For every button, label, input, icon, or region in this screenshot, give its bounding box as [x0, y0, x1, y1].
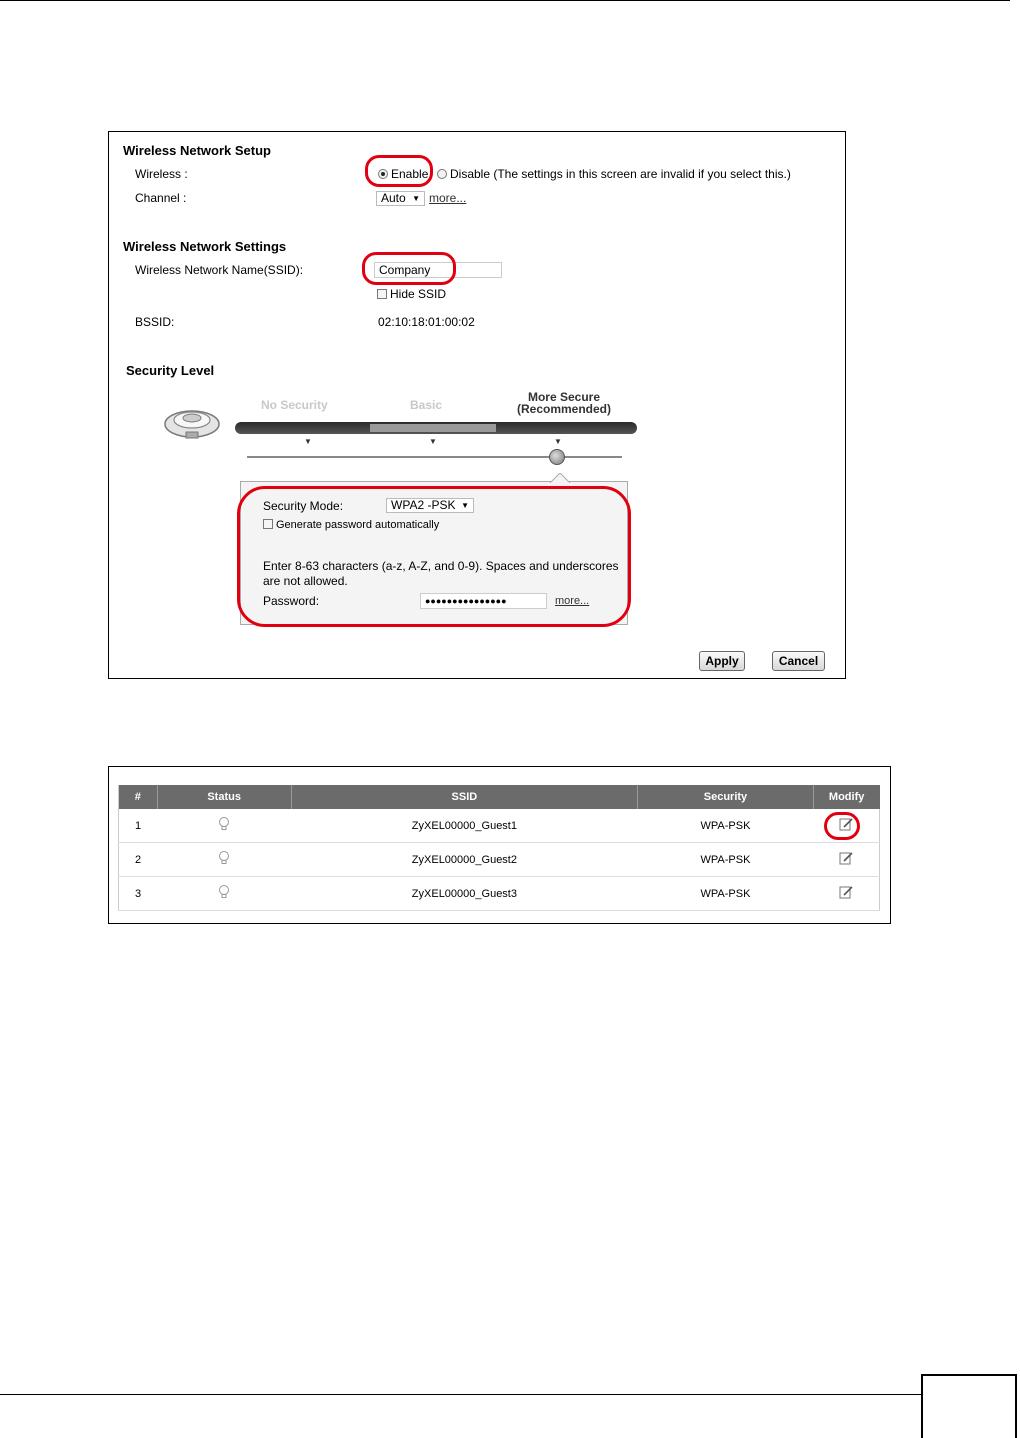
page-number-box — [921, 1374, 1017, 1438]
row-security: WPA-PSK — [638, 843, 814, 877]
wireless-label: Wireless : — [135, 167, 188, 181]
row-security: WPA-PSK — [638, 809, 814, 843]
modify-cell[interactable] — [813, 877, 879, 911]
row-ssid: ZyXEL00000_Guest3 — [291, 877, 638, 911]
enable-label: Enable — [391, 167, 429, 181]
highlight-ring-ssid — [362, 252, 456, 285]
row-num: 1 — [119, 809, 158, 843]
tick-marker-icon: ▼ — [429, 437, 437, 446]
security-mode-value: WPA2 -PSK — [391, 498, 456, 512]
generate-password-label: Generate password automatically — [276, 519, 440, 531]
footer-rule — [0, 1394, 921, 1395]
channel-more-link[interactable]: more... — [429, 191, 467, 205]
bssid-value: 02:10:18:01:00:02 — [378, 315, 475, 329]
password-hint-line2: are not allowed. — [263, 574, 348, 588]
ssid-input[interactable]: Company — [374, 262, 502, 278]
radio-unselected-icon — [437, 169, 447, 179]
checkbox-icon — [377, 289, 387, 299]
modify-cell[interactable] — [813, 843, 879, 877]
disable-label: Disable (The settings in this screen are invalid if you select this.) — [450, 167, 791, 181]
hide-ssid-label: Hide SSID — [390, 287, 447, 301]
security-level-bar-highlight — [370, 424, 496, 432]
lightbulb-icon — [218, 816, 230, 832]
apply-button[interactable]: Apply — [699, 651, 745, 671]
channel-select[interactable] — [376, 191, 425, 206]
highlight-ring-security — [237, 486, 631, 627]
lightbulb-icon — [218, 850, 230, 866]
cancel-button[interactable]: Cancel — [772, 651, 825, 671]
header-security: Security — [638, 785, 814, 809]
level-basic[interactable]: Basic — [410, 398, 443, 412]
security-slider-handle[interactable] — [549, 449, 565, 465]
highlight-ring-modify — [824, 812, 860, 840]
security-mode-label: Security Mode: — [263, 499, 344, 513]
lightbulb-icon — [218, 884, 230, 900]
status-cell — [157, 843, 291, 877]
security-level-title: Security Level — [126, 363, 215, 378]
chevron-down-icon: ▼ — [461, 501, 469, 510]
router-icon — [162, 404, 222, 442]
edit-icon[interactable] — [838, 884, 854, 900]
ssid-label: Wireless Network Name(SSID): — [135, 263, 304, 277]
table-header-row — [119, 785, 880, 809]
security-slider-track[interactable] — [247, 456, 622, 458]
channel-value: Auto — [381, 191, 406, 205]
header-rule — [0, 0, 1010, 1]
level-recommended-label: (Recommended) — [516, 402, 611, 416]
password-hint-line1: Enter 8-63 characters (a-z, A-Z, and 0-9). Spaces and underscores — [263, 559, 619, 573]
bssid-label: BSSID: — [135, 315, 175, 329]
password-more-link[interactable]: more... — [555, 595, 590, 607]
guest-network-table — [118, 785, 880, 911]
row-security: WPA-PSK — [638, 877, 814, 911]
header-num: # — [119, 785, 158, 809]
wireless-disable-radio[interactable] — [437, 167, 791, 181]
highlight-ring-enable — [365, 155, 433, 187]
channel-label: Channel : — [135, 191, 187, 205]
status-cell — [157, 809, 291, 843]
password-label: Password: — [263, 594, 320, 608]
wireless-settings-title: Wireless Network Settings — [123, 239, 287, 254]
header-ssid: SSID — [291, 785, 638, 809]
wireless-setup-title: Wireless Network Setup — [123, 143, 271, 158]
level-more-secure-label: More Secure — [527, 390, 601, 404]
table-row — [119, 809, 880, 843]
row-num: 3 — [119, 877, 158, 911]
hide-ssid-checkbox[interactable] — [377, 287, 446, 301]
row-num: 2 — [119, 843, 158, 877]
tick-marker-icon: ▼ — [304, 437, 312, 446]
tick-marker-icon: ▼ — [554, 437, 562, 446]
level-more-secure[interactable] — [505, 391, 623, 415]
table-row — [119, 843, 880, 877]
row-ssid: ZyXEL00000_Guest1 — [291, 809, 638, 843]
row-ssid: ZyXEL00000_Guest2 — [291, 843, 638, 877]
header-status: Status — [157, 785, 291, 809]
edit-icon[interactable] — [838, 850, 854, 866]
level-no-security[interactable]: No Security — [261, 398, 328, 412]
password-input[interactable]: ●●●●●●●●●●●●●●● — [420, 593, 547, 609]
chevron-down-icon: ▼ — [412, 194, 420, 203]
callout-pointer — [550, 473, 570, 483]
table-row — [119, 877, 880, 911]
status-cell — [157, 877, 291, 911]
header-modify: Modify — [813, 785, 879, 809]
